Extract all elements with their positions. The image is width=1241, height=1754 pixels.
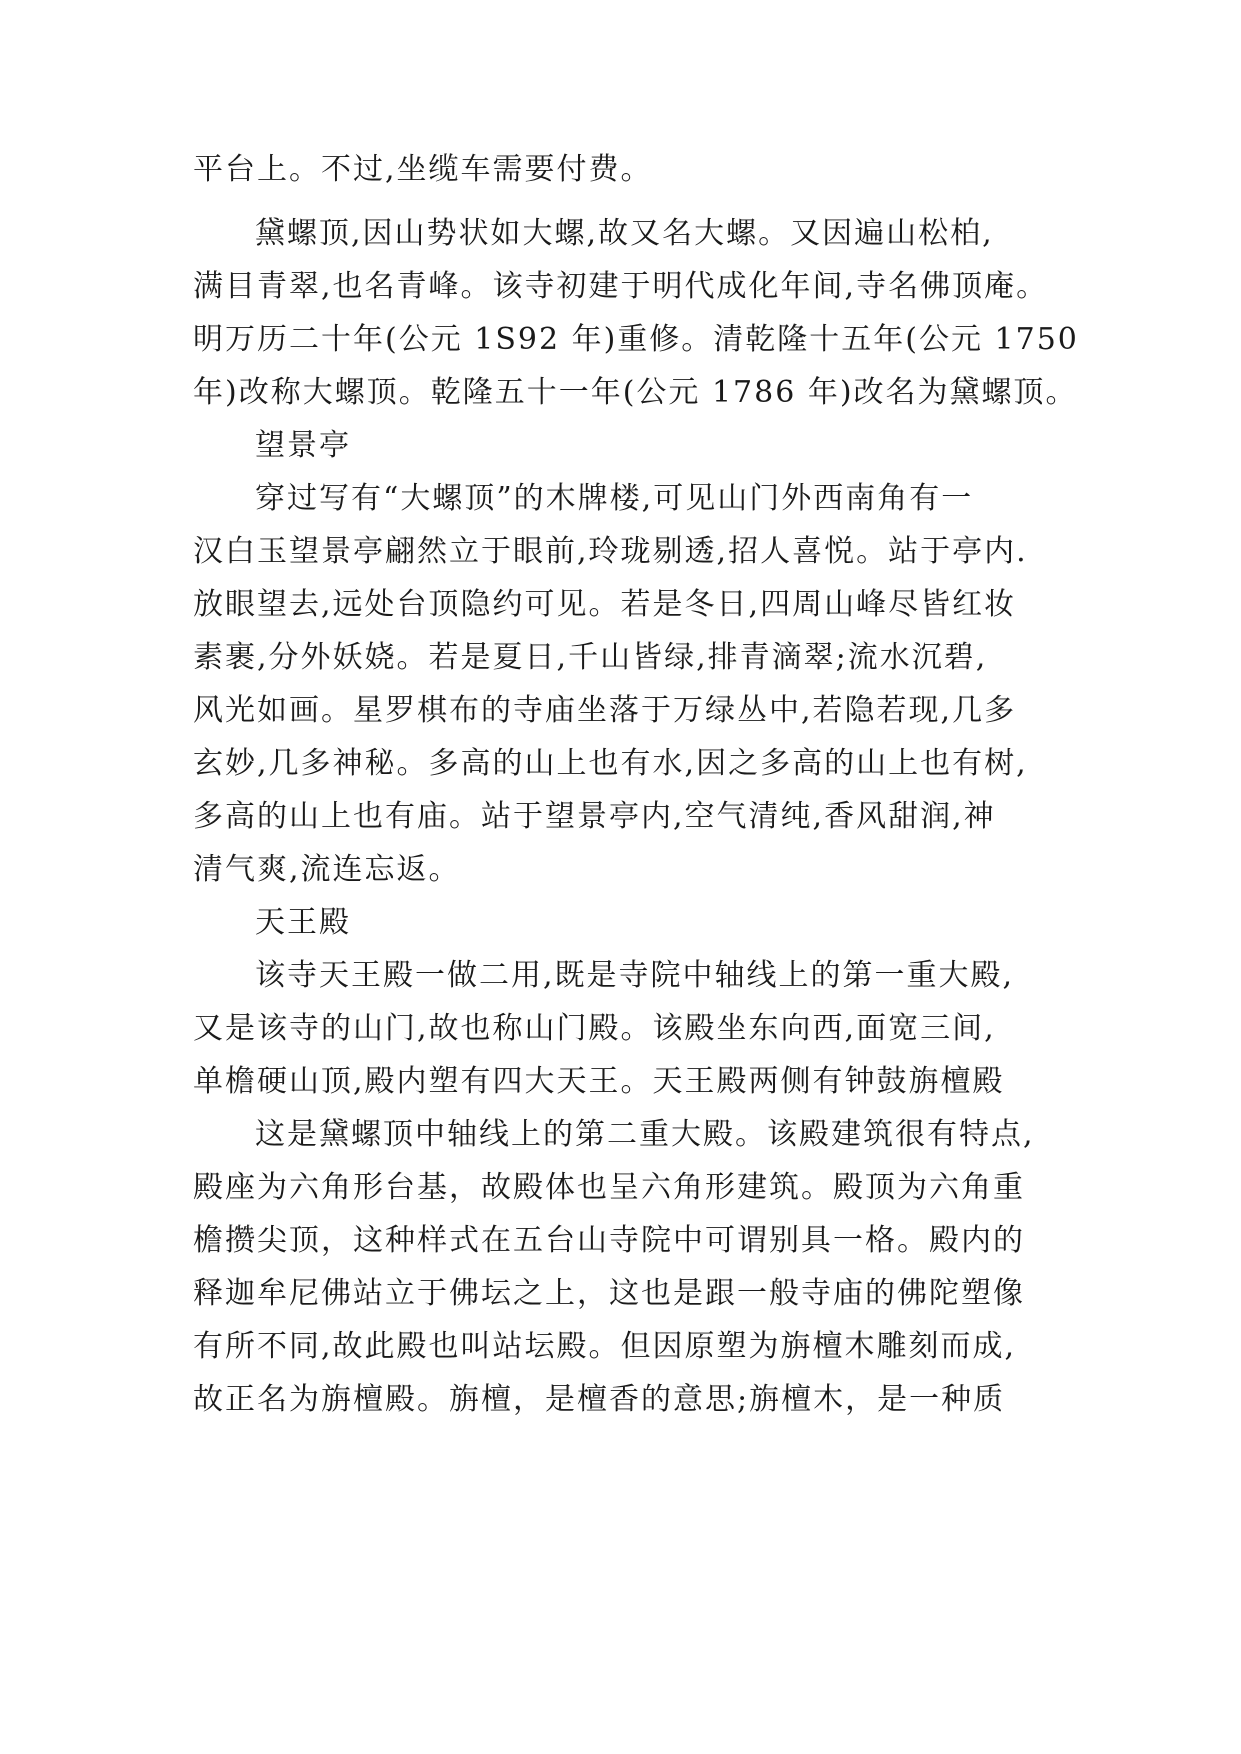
text-line: 清气爽,流连忘返。: [193, 852, 461, 887]
text-line: 黛螺顶,因山势状如大螺,故又名大螺。又因遍山松柏,: [255, 216, 994, 251]
text-line: 汉白玉望景亭翩然立于眼前,玲珑剔透,招人喜悦。站于亭内.: [193, 534, 1028, 569]
section-heading: 天王殿: [255, 905, 351, 940]
text-line: 檐攒尖顶，这种样式在五台山寺院中可谓别具一格。殿内的: [193, 1223, 1025, 1258]
text-line: 单檐硬山顶,殿内塑有四大天王。天王殿两侧有钟鼓旃檀殿: [193, 1064, 1005, 1099]
text-line: 明万历二十年(公元 1S92 年)重修。清乾隆十五年(公元 1750: [193, 322, 1079, 357]
text-line: 满目青翠,也名青峰。该寺初建于明代成化年间,寺名佛顶庵。: [193, 269, 1049, 304]
text-line: 有所不同,故此殿也叫站坛殿。但因原塑为旃檀木雕刻而成,: [193, 1329, 1017, 1364]
text-line: 这是黛螺顶中轴线上的第二重大殿。该殿建筑很有特点,: [255, 1117, 1035, 1152]
section-heading: 望景亭: [255, 428, 351, 463]
text-line: 穿过写有“大螺顶”的木牌楼,可见山门外西南角有一: [255, 481, 974, 516]
text-line: 风光如画。星罗棋布的寺庙坐落于万绿丛中,若隐若现,几多: [193, 693, 1017, 728]
text-line: 平台上。不过,坐缆车需要付费。: [193, 152, 653, 187]
text-line: 玄妙,几多神秘。多高的山上也有水,因之多高的山上也有树,: [193, 746, 1028, 781]
text-line: 释迦牟尼佛站立于佛坛之上，这也是跟一般寺庙的佛陀塑像: [193, 1276, 1025, 1311]
text-line: 该寺天王殿一做二用,既是寺院中轴线上的第一重大殿,: [255, 958, 1015, 993]
text-line: 又是该寺的山门,故也称山门殿。该殿坐东向西,面宽三间,: [193, 1011, 996, 1046]
text-line: 多高的山上也有庙。站于望景亭内,空气清纯,香风甜润,神: [193, 799, 996, 834]
text-line: 故正名为旃檀殿。旃檀，是檀香的意思;旃檀木，是一种质: [193, 1382, 1006, 1417]
text-line: 殿座为六角形台基，故殿体也呈六角形建筑。殿顶为六角重: [193, 1170, 1025, 1205]
text-line: 素裹,分外妖娆。若是夏日,千山皆绿,排青滴翠;流水沉碧,: [193, 640, 988, 675]
text-line: 年)改称大螺顶。乾隆五十一年(公元 1786 年)改名为黛螺顶。: [193, 375, 1078, 410]
text-line: 放眼望去,远处台顶隐约可见。若是冬日,四周山峰尽皆红妆: [193, 587, 1017, 622]
